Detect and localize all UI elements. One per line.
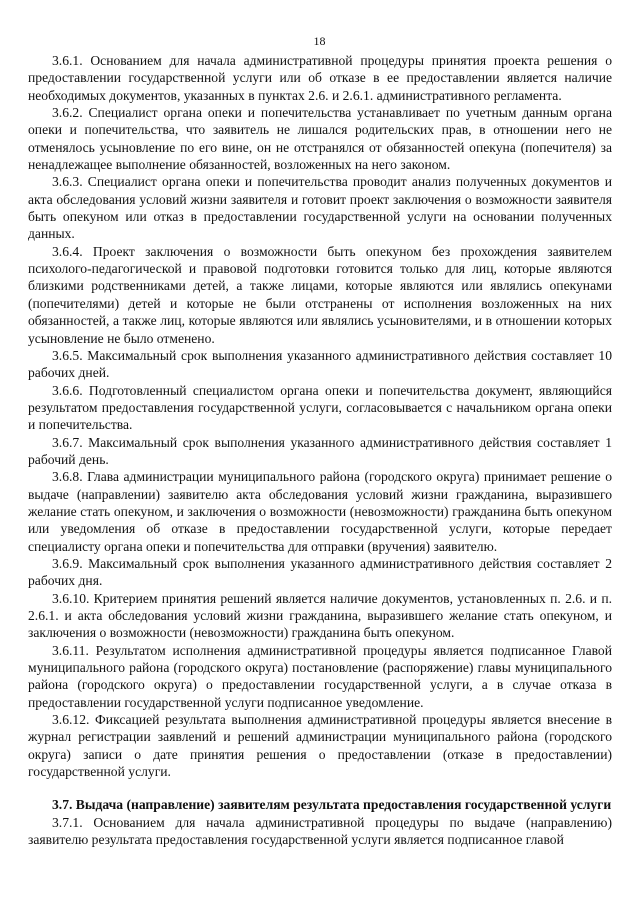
paragraph-3-6-8: 3.6.8. Глава администрации муниципального района (городского округа) принимает решение о выдаче (направлении) заявителю акта обследования условий жизни гражданина, выразившего желание стать опекуном, и заключения о возможности (невозможности) гражданина быть опекуном или уведомления об отказе в предоставлении государственной услуги, которые передает специалисту органа опеки и попечительства для отправки (вручения) заявителю.	[28, 469, 612, 554]
paragraph-3-6-4: 3.6.4. Проект заключения о возможности быть опекуном без прохождения заявителем психолого-педагогической и правовой подготовки готовится только для лиц, которые являются близкими родственниками детей, а также лицами, которые являются или являлись опекунами (попечителями) детей и которые не были отстранены от исполнения возложенных на них обязанностей, а также лиц, которые являются или являлись усыновителями, и в отношении которых усыновление не было отменено.	[28, 243, 612, 346]
document-body	[28, 52, 612, 848]
paragraph-3-6-9: 3.6.9. Максимальный срок выполнения указанного административного действия составляет 2 рабочих дня.	[28, 555, 612, 589]
paragraph-3-6-11: 3.6.11. Результатом исполнения административной процедуры является подписанное Главой муниципального района (городского округа) постановление (распоряжение) главы муниципального района (городского округа) о предоставлении государственной услуги, а в случае отказа в предоставлении государственной услуги подписанное уведомление.	[28, 642, 612, 710]
paragraph-3-6-3: 3.6.3. Специалист органа опеки и попечительства проводит анализ полученных документов и акта обследования условий жизни заявителя и готовит проект заключения о возможности заявителя быть опекуном или отказ в предоставлении государственной услуги на основании полученных данных.	[28, 174, 612, 242]
paragraph-3-6-5: 3.6.5. Максимальный срок выполнения указанного административного действия составляет 10 рабочих дней.	[28, 347, 612, 381]
paragraph-3-6-6: 3.6.6. Подготовленный специалистом органа опеки и попечительства документ, являющийся результатом предоставления государственной услуги, согласовывается с начальником органа опеки и попечительства.	[28, 382, 612, 433]
paragraph-3-6-7: 3.6.7. Максимальный срок выполнения указанного административного действия составляет 1 рабочий день.	[28, 434, 612, 467]
paragraph-3-6-10: 3.6.10. Критерием принятия решений является наличие документов, установленных п. 2.6. и п. 2.6.1. и акта обследования условий жизни гражданина, выразившего желание стать опекуном, и заключения о возможности (невозможности) гражданина быть опекуном.	[28, 590, 612, 641]
paragraph-3-6-1: 3.6.1. Основанием для начала административной процедуры принятия проекта решения о предоставлении государственной услуги или об отказе в ее предоставлении является наличие необходимых документов, указанных в пунктах 2.6. и 2.6.1. административного регламента.	[28, 53, 612, 103]
paragraph-3-6-12: 3.6.12. Фиксацией результата выполнения административной процедуры является внесение в журнал регистрации заявлений и решений администрации муниципального района (городского округа) записи о дате принятия решения о предоставлении (отказе в предоставлении) государственной услуги.	[28, 712, 612, 780]
paragraph-3-7-1: 3.7.1. Основанием для начала административной процедуры по выдаче (направлению) заявителю результата предоставления государственной услуги является подписанное главой	[28, 814, 612, 848]
section-heading-3-7: 3.7. Выдача (направление) заявителям результата предоставления государственной услуги	[52, 797, 612, 813]
paragraph-3-6-2: 3.6.2. Специалист органа опеки и попечительства устанавливает по учетным данным органа опеки и попечительства, что заявитель не лишался родительских прав, в отношении него не отменялось усыновление по его вине, он не отстранялся от обязанностей опекуна (попечителя) за ненадлежащее выполнение обязанностей, возложенных на него законом.	[28, 105, 612, 173]
page-number: 18	[313, 34, 326, 48]
